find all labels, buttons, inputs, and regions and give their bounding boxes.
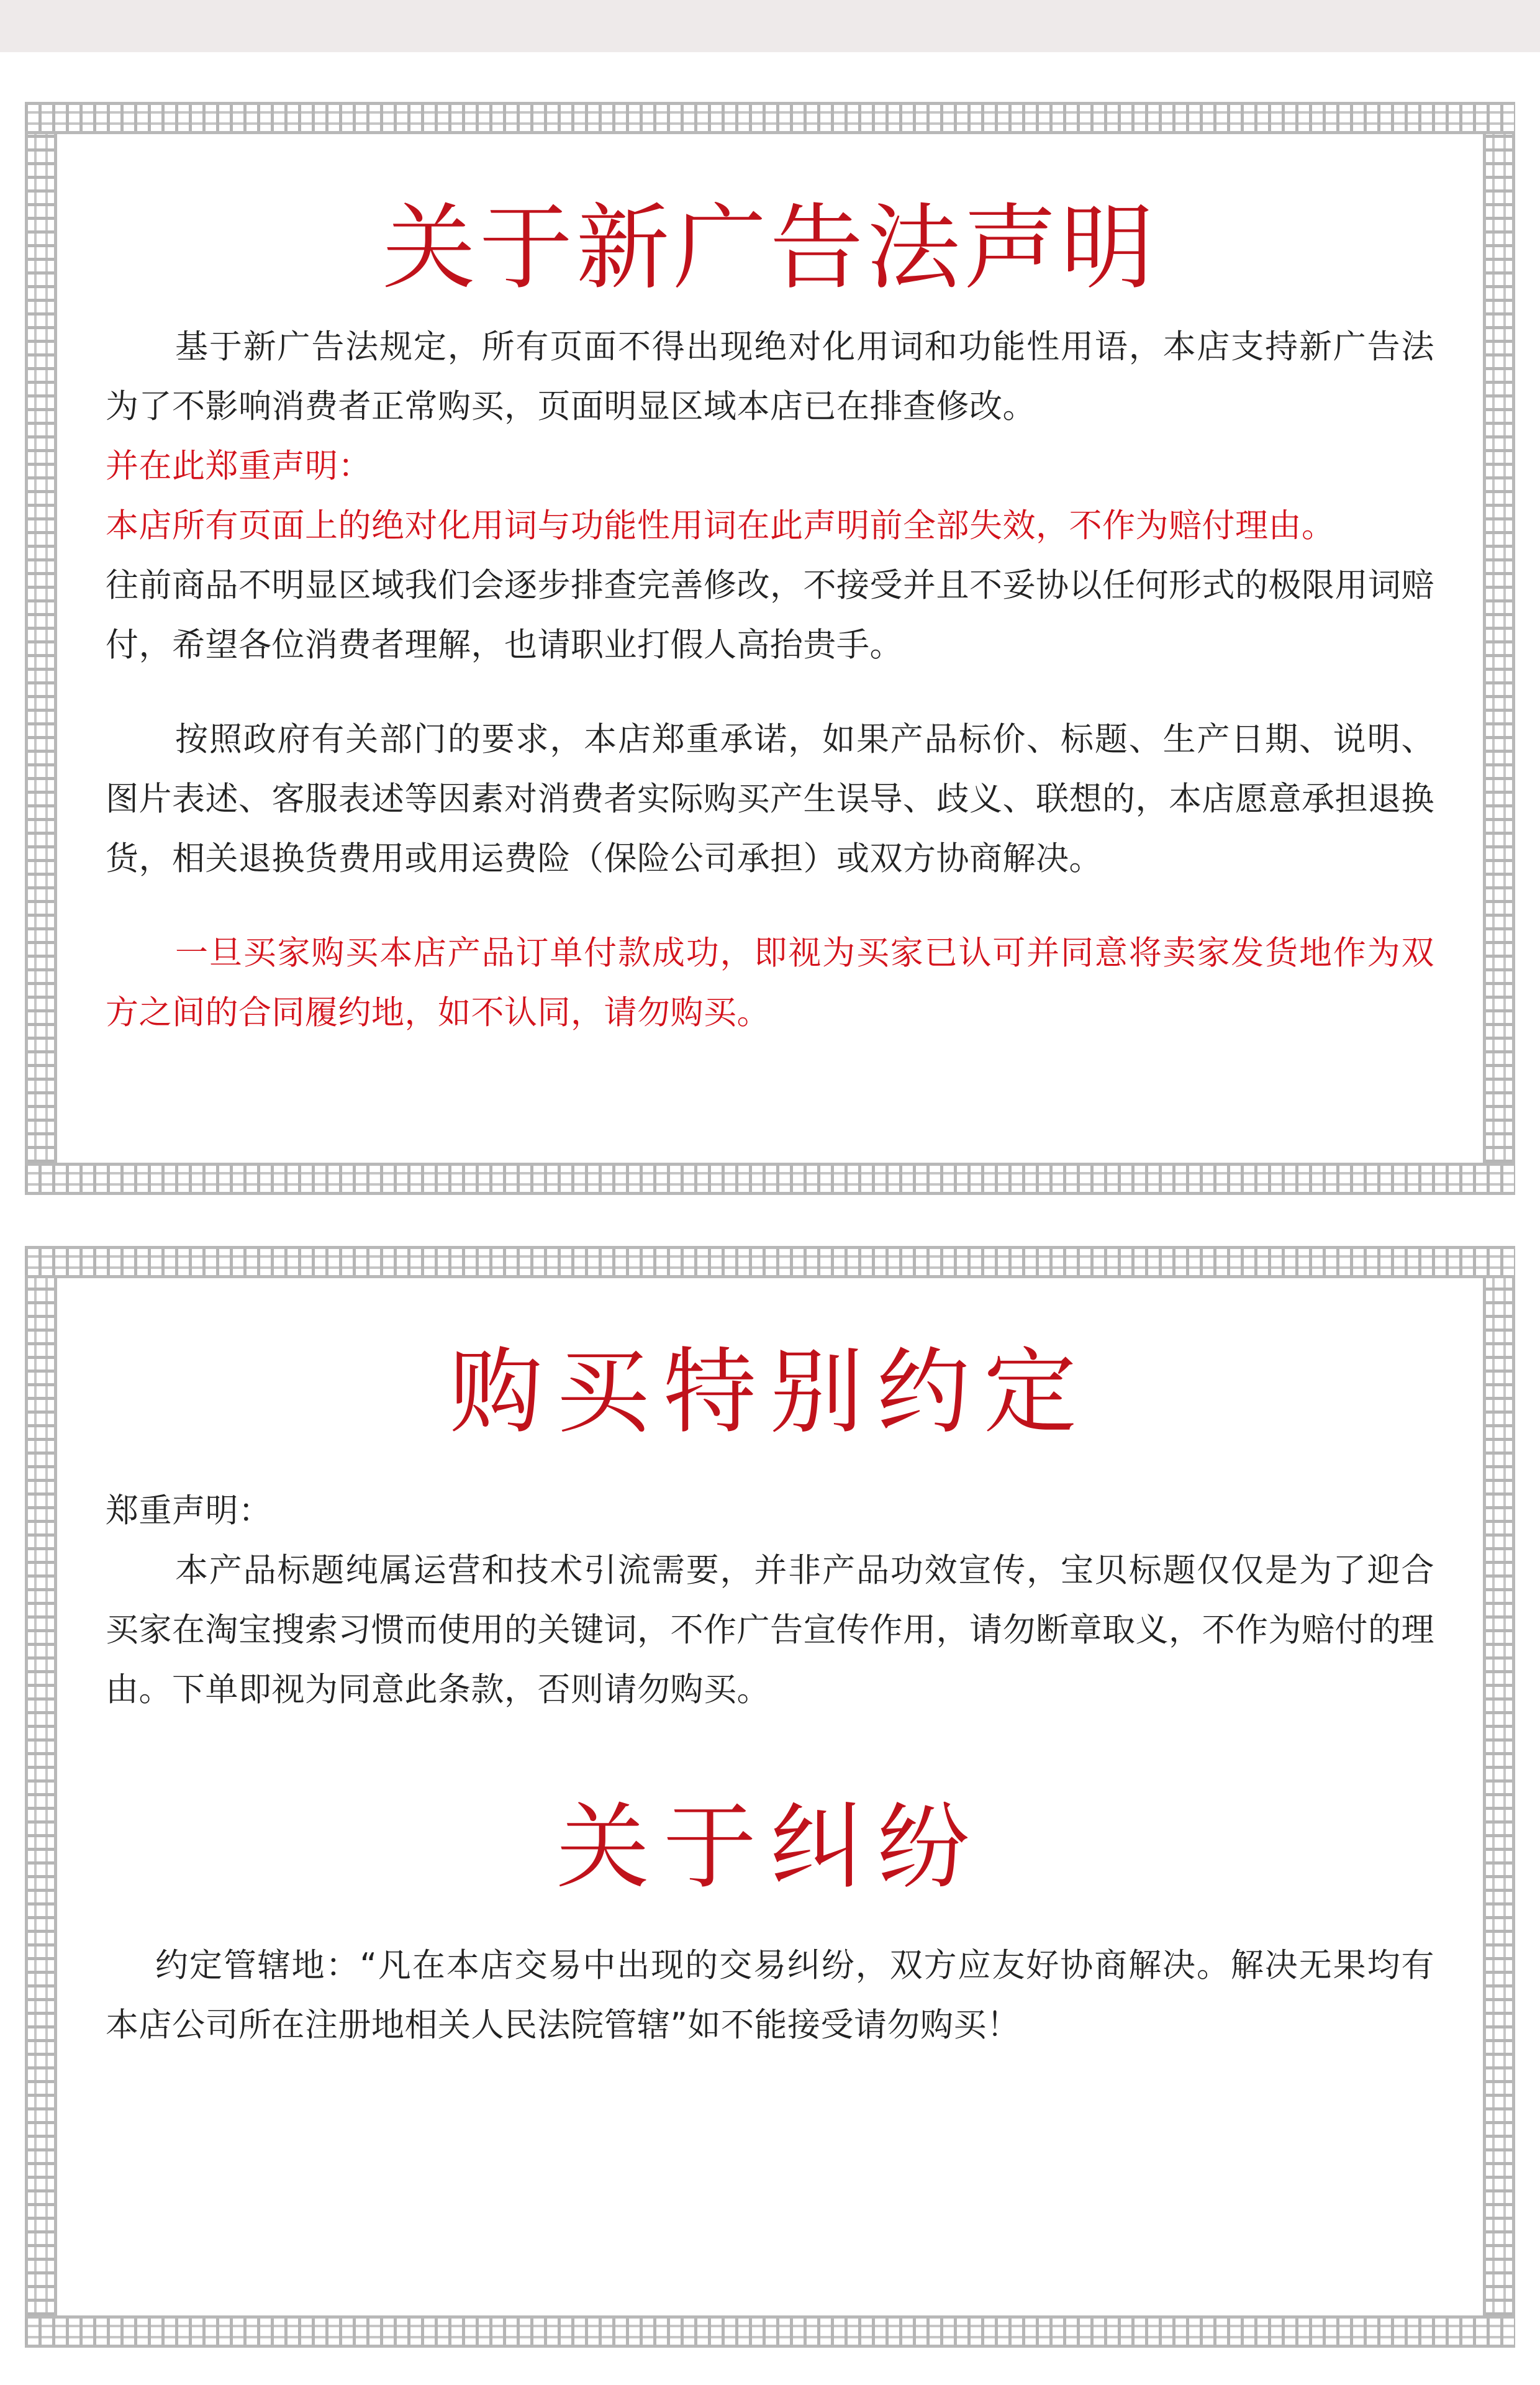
greek-key-border-top bbox=[25, 1246, 1515, 1278]
notice-paragraph-3: 按照政府有关部门的要求，本店郑重承诺，如果产品标价、标题、生产日期、说明、图片表述、客服表述等因素对消费者实际购买产生误导、歧义、联想的，本店愿意承担退换货，相关退换货费用或用运费险（保险公司承担）或双方协商解决。 bbox=[106, 720, 1434, 878]
ad-law-notice-title: 关于新广告法声明 bbox=[382, 194, 1157, 302]
agreement-body: 本产品标题纯属运营和技术引流需要，并非产品功效宣传，宝贝标题仅仅是为了迎合买家在淘宝搜索习惯而使用的关键词，不作广告宣传作用，请勿断章取义，不作为赔付的理由。下单即视为同意此条款，否则请勿购买。 bbox=[106, 1551, 1434, 1709]
greek-key-border-bottom bbox=[25, 2315, 1515, 2348]
notice-paragraph-4: 一旦买家购买本店产品订单付款成功，即视为买家已认可并同意将卖家发货地作为双方之间的合同履约地，如不认同，请勿购买。 bbox=[106, 934, 1434, 1032]
agreement-heading: 郑重声明： bbox=[106, 1491, 272, 1530]
greek-key-border-right bbox=[1483, 1278, 1515, 2315]
greek-key-border-right bbox=[1483, 134, 1515, 1163]
notice-declaration-heading: 并在此郑重声明： bbox=[106, 447, 371, 485]
purchase-agreement-panel bbox=[25, 1246, 1515, 2348]
greek-key-border-left bbox=[25, 134, 57, 1163]
greek-key-border-bottom bbox=[25, 1163, 1515, 1195]
notice-declaration-body: 往前商品不明显区域我们会逐步排查完善修改，不接受并且不妥协以任何形式的极限用词赔付，希望各位消费者理解，也请职业打假人高抬贵手。 bbox=[106, 566, 1434, 664]
notice-paragraph-1: 基于新广告法规定，所有页面不得出现绝对化用词和功能性用语，本店支持新广告法为了不影响消费者正常购买，页面明显区域本店已在排查修改。 bbox=[106, 327, 1434, 425]
notice-declaration-red: 本店所有页面上的绝对化用词与功能性用词在此声明前全部失效，不作为赔付理由。 bbox=[106, 506, 1335, 545]
purchase-agreement-content bbox=[106, 1339, 1434, 2055]
greek-key-border-top bbox=[25, 102, 1515, 134]
dispute-title: 关于纠纷 bbox=[556, 1793, 984, 1902]
top-bar bbox=[0, 0, 1540, 52]
ad-law-notice-content bbox=[106, 195, 1434, 1043]
dispute-body: 约定管辖地：“凡在本店交易中出现的交易纠纷，双方应友好协商解决。解决无果均有本店公司所在注册地相关人民法院管辖”如不能接受请勿购买！ bbox=[106, 1947, 1434, 2044]
greek-key-border-left bbox=[25, 1278, 57, 2315]
purchase-agreement-title: 购买特别约定 bbox=[449, 1338, 1090, 1447]
ad-law-notice-panel bbox=[25, 102, 1515, 1195]
